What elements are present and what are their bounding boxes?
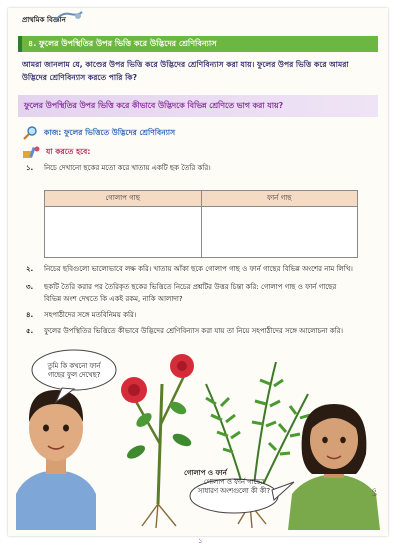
- step-text: ফুলের উপস্থিতির ভিত্তিতে কীভাবে উদ্ভিদের শ্রেণিবিন্যাস করা যায় তা নিয়ে সহপাঠীদের সঙ্গে আলোচনা করি।: [44, 327, 343, 335]
- boy-figure: [16, 390, 96, 530]
- todo-label: যা করতে হবে:: [46, 146, 91, 156]
- girl-speech-text: [194, 478, 274, 496]
- step-text: সহপাঠীদের সঙ্গে মতবিনিময় করি।: [44, 311, 137, 319]
- step-4: [26, 310, 378, 322]
- step-number: ৩.: [26, 283, 34, 291]
- column-header-rose: গোলাপ গাছ: [105, 194, 141, 202]
- speech-line: তুমি কি কখনো ফার্ন: [47, 362, 101, 370]
- plant-caption: গোলাপ ও ফার্ন: [184, 469, 227, 477]
- speech-line: গাছের ফুল দেখেছ?: [47, 371, 101, 379]
- step-text-line: বিভিন্ন অংশ দেখতে কি একই রকম, নাকি আলাদা?: [44, 294, 183, 303]
- question-band: [18, 95, 378, 117]
- step-text: নিচের ছবিগুলো ভালোভাবে লক্ষ করি। খাতায় আঁকা ছকে গোলাপ গাছ ও ফার্ন গাছের বিভিন্ন অংশের নাম লিখি।: [44, 265, 353, 273]
- side-page-number: ৩৭: [370, 488, 378, 498]
- page-number: ১: [198, 537, 203, 545]
- section-heading-bar: [18, 36, 378, 52]
- step-5: [26, 326, 378, 338]
- task-label: কাজ: ফুলের ভিত্তিতে উদ্ভিদের শ্রেণিবিন্যাস: [44, 127, 176, 137]
- speech-line: সাধারণ অংশগুলো কী কী?: [197, 487, 271, 495]
- intro-line-1: আমরা জানলাম যে, কাণ্ডের উপর ভিত্তি করে উদ্ভিদের শ্রেণিবিন্যাস করা যায়। ফুলের উপর ভিত্তি করে আমরা: [22, 60, 349, 69]
- step-number: ৫.: [26, 327, 34, 335]
- boy-speech-text: [40, 362, 108, 380]
- table-cell-rose: [45, 207, 201, 257]
- table-body-row: [45, 207, 357, 257]
- step-2: [26, 264, 378, 276]
- page: [8, 8, 388, 545]
- intro-paragraph: [22, 58, 378, 84]
- rose-plant: [121, 354, 194, 528]
- header-decoration-icon: [54, 10, 84, 22]
- running-header: প্রাথমিক বিজ্ঞান: [22, 16, 66, 24]
- step-number: ১.: [26, 164, 34, 172]
- table-cell-fern: [201, 207, 358, 257]
- step-text-line: ছকটি তৈরি করার পর তৈরিকৃত ছকের ভিত্তিতে নিচের প্রশ্নটির উত্তর চিন্তা করি: গোলাপ গাছ ও ফার্ন গাছের: [44, 283, 337, 291]
- comparison-table: [44, 190, 358, 258]
- step-1: [26, 163, 378, 175]
- magnifier-icon: [22, 126, 38, 140]
- key-question: ফুলের উপস্থিতির উপর ভিত্তি করে কীভাবে উদ্ভিদকে বিভিন্ন শ্রেণিতে ভাগ করা যায়?: [24, 100, 284, 110]
- step-3: [26, 282, 378, 305]
- step-text: [44, 282, 378, 305]
- table-header-row: [45, 191, 357, 207]
- step-number: ৪.: [26, 311, 34, 319]
- girl-figure: [288, 404, 380, 530]
- section-title: ৪. ফুলের উপস্থিতির উপর ভিত্তি করে উদ্ভিদের শ্রেণিবিন্যাস: [28, 38, 217, 48]
- column-header-fern: ফার্ন গাছ: [201, 191, 358, 206]
- tools-icon: [22, 145, 40, 159]
- speech-line: গোলাপ ও ফার্ন গাছের: [203, 478, 265, 486]
- step-text: নিচে দেখানো ছকের মতো করে খাতায় একটি ছক তৈরি করি।: [44, 164, 211, 172]
- todo-heading: [22, 145, 90, 159]
- intro-line-2: উদ্ভিদের শ্রেণিবিন্যাস করতে পারি কি?: [22, 73, 138, 82]
- step-number: ২.: [26, 265, 34, 273]
- task-heading: [22, 126, 175, 140]
